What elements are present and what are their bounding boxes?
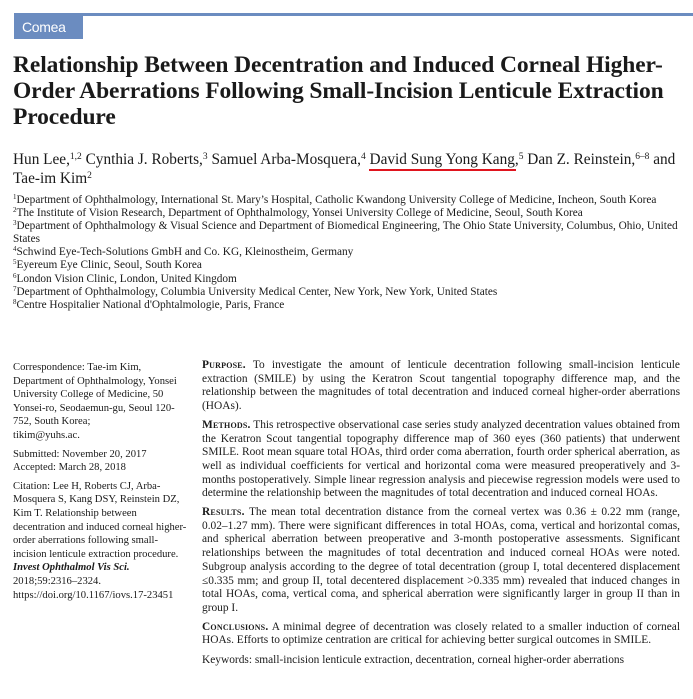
highlight-underline: David Sung Yong Kang	[369, 151, 515, 168]
author-list	[13, 150, 683, 188]
affiliation: $^4$Schwind Eye-Tech-Solutions GmbH and Co. KG, Kleinostheim, Germany	[13, 245, 354, 259]
abstract-conclusions: Conclusions. A minimal degree of decentration was closely related to a smaller induction of corneal HOAs. Efforts to optimize centration are critical for achieving better surgical outcomes in SMILE.	[202, 620, 681, 647]
correspondence: Correspondence: Tae-im Kim, Department of Ophthalmology, Yonsei University College of Medicine, 50 Yonsei-ro, Seodaemun-gu, Seoul 120-752, South Korea; tikim@yuhs.ac.	[13, 362, 177, 441]
affiliation: $^5$Eyereum Eye Clinic, Seoul, South Korea	[13, 258, 202, 272]
abstract-purpose: Purpose. To investigate the amount of lenticule decentration following small-incision lenticule extraction (SMILE) by using the Keratron Scout tangential topography difference map, and the relationship between the magnitudes of total decentration and induced corneal higher-order aberrations (HOAs).	[202, 359, 680, 413]
author[interactable]: Hun Lee,$^{1,2}$	[13, 151, 82, 168]
author-highlighted[interactable]: David Sung Yong Kang,$^5$	[369, 151, 524, 168]
affiliation: $^3$Department of Ophthalmology & Visual Science and Department of Biomedical Engineering, The Ohio State University, Columbus, Ohio, United States	[13, 219, 678, 246]
affiliations	[13, 194, 688, 312]
journal-name: Invest Ophthalmol Vis Sci.	[13, 562, 130, 574]
affiliation: $^8$Centre Hospitalier National d'Ophtalmologie, Paris, France	[13, 297, 285, 311]
article-title: Relationship Between Decentration and Induced Corneal Higher-Order Aberrations Following Small-Incision Lenticule Extraction Procedure	[13, 52, 664, 130]
section-tag: Comea	[14, 13, 83, 39]
dates: Submitted: November 20, 2017 Accepted: March 28, 2018	[13, 448, 147, 474]
author[interactable]: Samuel Arba-Mosquera,$^4$	[211, 151, 366, 168]
author[interactable]: and Tae-im Kim$^2$	[13, 151, 676, 187]
author[interactable]: Dan Z. Reinstein,$^{6-8}$	[527, 151, 650, 168]
abstract-methods: Methods. This retrospective observational case series study analyzed decentration values obtained from the Keratron Scout tangential topography difference map of 360 eyes (360 patients) that underwent SMILE. Root mean square total HOAs, third order coma aberration, fourth order spherical aberration, as well as individual coefficients for vertical and horizontal coma were measured preoperatively and 3-months postoperatively. Simple linear regression analysis and piecewise regression models were used to determine the relationship between the magnitudes of total decentration and induced corneal HOAs.	[202, 418, 680, 500]
affiliation: $^7$Department of Ophthalmology, Columbia University Medical Center, New York, New York, United States	[13, 284, 498, 298]
citation: Citation: Lee H, Roberts CJ, Arba-Mosquera S, Kang DSY, Reinstein DZ, Kim T. Relationship between decentration and induced corneal higher-order aberrations following small-incision lenticule extraction procedure. Invest Ophthalmol Vis Sci. 2018;59:2316–2324. https://doi.org/10.1167/iovs.17-23451	[13, 480, 187, 601]
keywords: Keywords: small-incision lenticule extraction, decentration, corneal higher-order aberrations	[202, 654, 625, 667]
affiliation: $^2$The Institute of Vision Research, Department of Ophthalmology, Yonsei University College of Medicine, Seoul, South Korea	[13, 206, 583, 220]
author[interactable]: Cynthia J. Roberts,$^3$	[85, 151, 208, 168]
doi-link[interactable]: 2018;59:2316–2324. https://doi.org/10.1167/iovs.17-23451	[13, 575, 174, 601]
affiliation: $^6$London Vision Clinic, London, United Kingdom	[13, 271, 237, 285]
abstract	[202, 359, 680, 673]
abstract-results: Results. The mean total decentration distance from the corneal vertex was 0.36 ± 0.22 mm (range, 0.02–1.27 mm). There were significant differences in total HOAs, coma, vertical and horizontal comas, and spherical aberration between preoperative and 3-month postoperative assessments. Significant relationships between the magnitudes of total decentration and induced corneal HOAs were noted. Subgroup analysis according to the degree of total decentration (group I, total decentered displacement ≤0.335 mm; and group II, total decentered displacement >0.335 mm) revealed that induced changes in total HOAs, coma, vertical coma, and spherical aberration were significantly larger in group II than in group I.	[202, 506, 680, 614]
email-link[interactable]: tikim@yuhs.ac.	[13, 429, 80, 441]
article-info-sidebar	[13, 361, 187, 607]
affiliation: $^1$Department of Ophthalmology, International St. Mary’s Hospital, Catholic Kwandong University College of Medicine, Incheon, South Korea	[13, 193, 657, 206]
section-header-bar	[14, 13, 693, 16]
